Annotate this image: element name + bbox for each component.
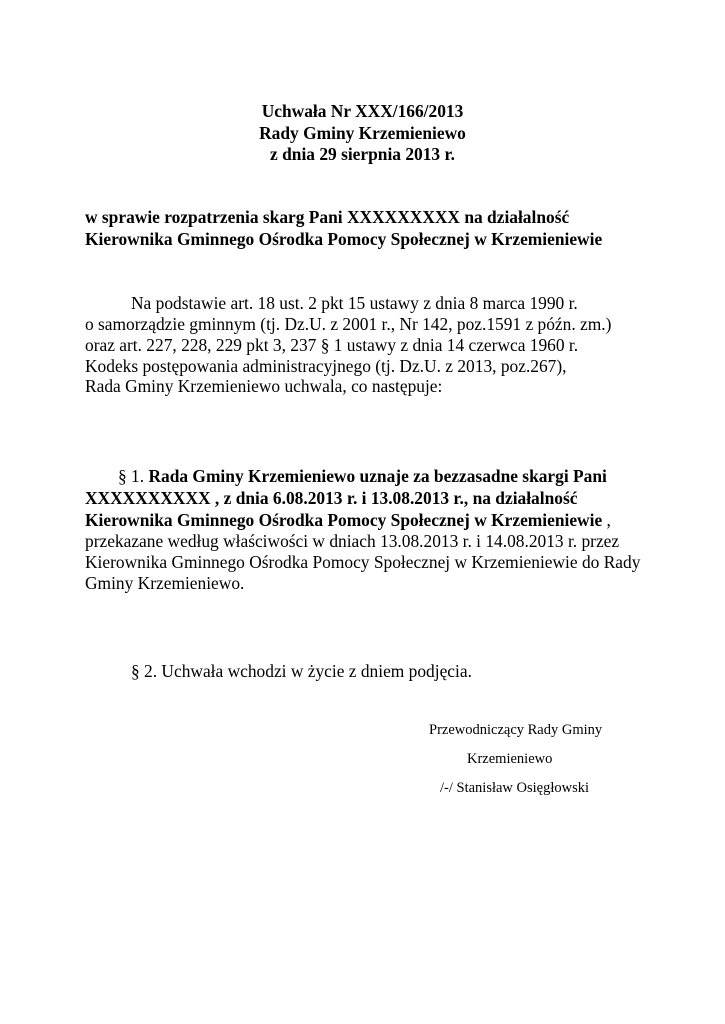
legal-basis-line-1: Na podstawie art. 18 ust. 2 pkt 15 ustawy z dnia 8 marca 1990 r. bbox=[131, 293, 578, 313]
subject-line-2: Kierownika Gminnego Ośrodka Pomocy Społecznej w Krzemieniewie bbox=[85, 229, 603, 249]
section-1-line-2: XXXXXXXXXX , z dnia 6.08.2013 r. i 13.08.2013 r., na działalność bbox=[85, 488, 578, 508]
section-1-first-line bbox=[118, 466, 607, 486]
legal-basis-line-3: oraz art. 227, 228, 229 pkt 3, 237 § 1 ustawy z dnia 14 czerwca 1960 r. bbox=[85, 335, 579, 355]
section-1-line-6: Gminy Krzemieniewo. bbox=[85, 573, 245, 593]
section-2-text: § 2. Uchwała wchodzi w życie z dniem podjęcia. bbox=[131, 661, 472, 681]
signature-role: Przewodniczący Rady Gminy bbox=[429, 722, 603, 738]
signature-municipality: Krzemieniewo bbox=[467, 751, 553, 767]
section-1-line-3 bbox=[85, 510, 611, 530]
resolution-date: z dnia 29 sierpnia 2013 r. bbox=[270, 144, 455, 164]
legal-basis-line-4: Kodeks postępowania administracyjnego (tj. Dz.U. z 2013, poz.267), bbox=[85, 356, 567, 376]
legal-basis-line-5: Rada Gminy Krzemieniewo uchwala, co następuje: bbox=[85, 376, 443, 396]
section-1-bold-3: Kierownika Gminnego Ośrodka Pomocy Społecznej w Krzemieniewie bbox=[85, 510, 603, 530]
council-name: Rady Gminy Krzemieniewo bbox=[259, 123, 466, 143]
section-1-line-3-tail: , bbox=[602, 510, 611, 530]
subject-line-1: w sprawie rozpatrzenia skarg Pani XXXXXXXXX na działalność bbox=[85, 207, 570, 227]
section-1-line-4: przekazane według właściwości w dniach 13.08.2013 r. i 14.08.2013 r. przez bbox=[85, 531, 620, 551]
legal-basis-line-2: o samorządzie gminnym (tj. Dz.U. z 2001 r., Nr 142, poz.1591 z późn. zm.) bbox=[85, 314, 612, 334]
signature-name: /-/ Stanisław Osięgłowski bbox=[440, 780, 590, 796]
section-1-bold-1: Rada Gminy Krzemieniewo uznaje za bezzasadne skargi Pani bbox=[148, 466, 607, 486]
section-1-line-5: Kierownika Gminnego Ośrodka Pomocy Społecznej w Krzemieniewie do Rady bbox=[85, 552, 641, 572]
resolution-number: Uchwała Nr XXX/166/2013 bbox=[261, 101, 464, 121]
section-1-marker: § 1. bbox=[118, 466, 145, 486]
